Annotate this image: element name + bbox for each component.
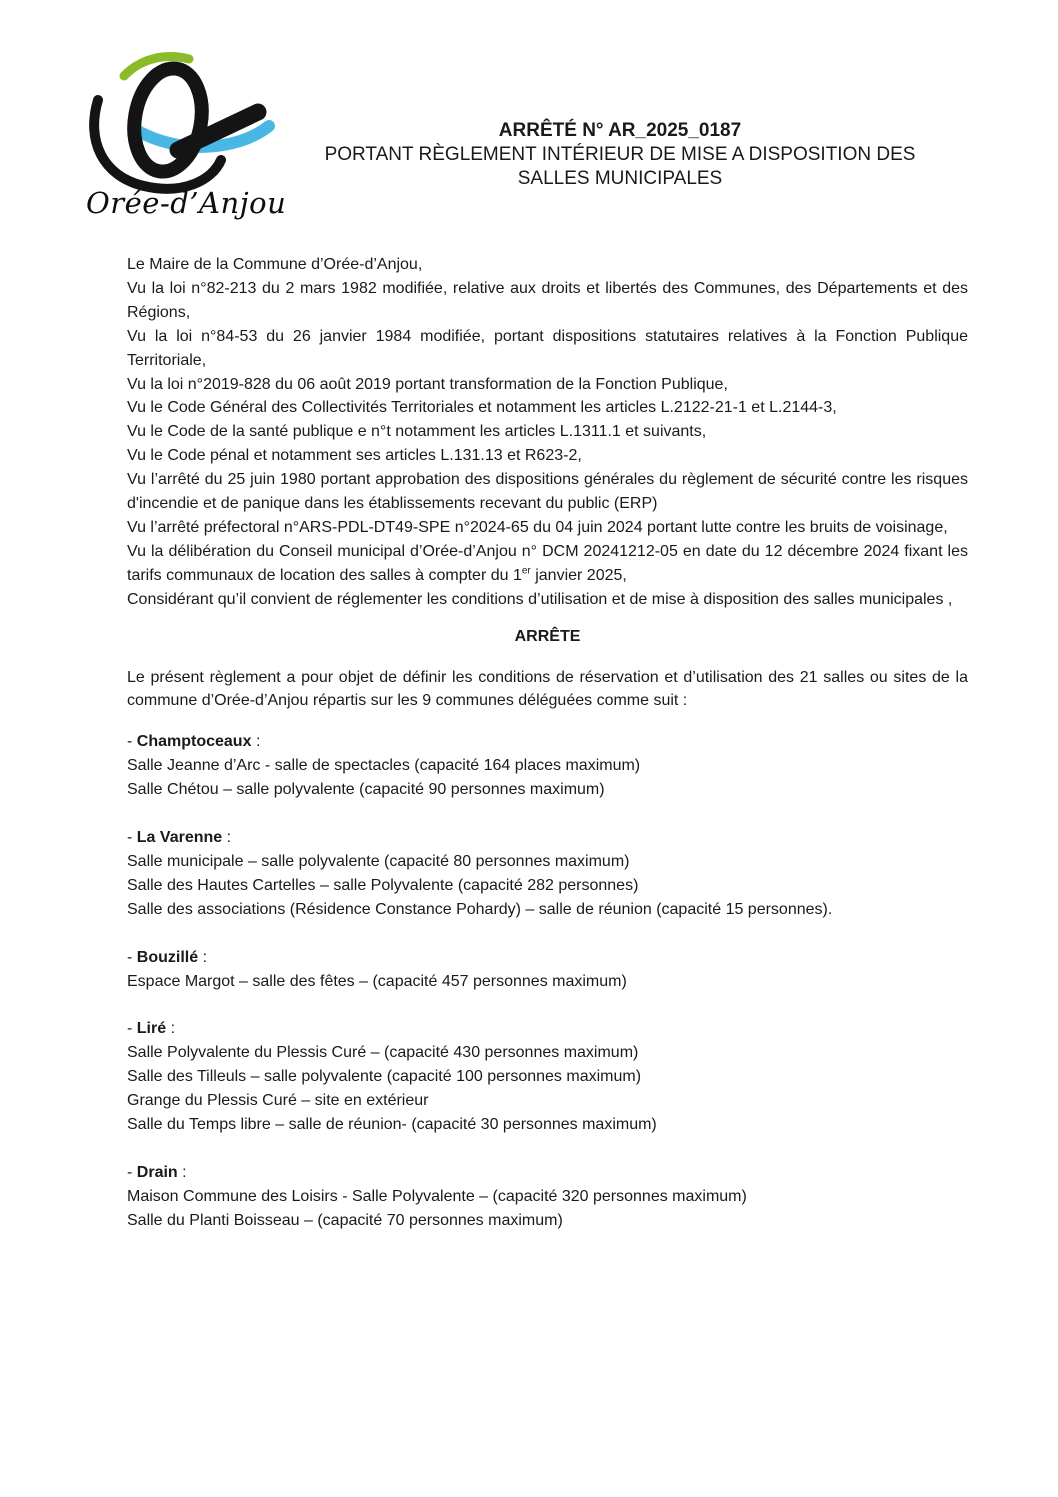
recital-arrete-1980: Vu l’arrêté du 25 juin 1980 portant approbation des dispositions générales du règlement de sécurité contre les risques d'incendie et de panique dans les établissements recevant du public (ERP) (127, 471, 968, 513)
salle-item: Espace Margot – salle des fêtes – (capacité 457 personnes maximum) (127, 972, 627, 990)
section-heading-bouzille: - Bouzillé : (127, 948, 208, 966)
list-dash: - (127, 1020, 133, 1038)
intro-paragraph: Le présent règlement a pour objet de définir les conditions de réservation et d’utilisation des 21 salles ou sites de la commune d’Orée-d’Anjou répartis sur les 9 communes déléguées comme suit : (127, 668, 968, 710)
oree-danjou-logo-mark (86, 48, 281, 198)
list-colon: : (226, 829, 232, 847)
section-heading-lire: - Liré : (127, 1020, 176, 1038)
list-dash: - (127, 829, 133, 847)
salutation: Le Maire de la Commune d’Orée-d’Anjou, (127, 256, 423, 273)
logo-wordmark: Orée-d’Anjou (86, 186, 287, 220)
deliberation-text-after: janvier 2025, (530, 566, 627, 584)
salle-item: Salle des Hautes Cartelles – salle Polyvalente (capacité 282 personnes) (127, 876, 639, 894)
oree-danjou-logo (86, 48, 286, 236)
recital-considerant: Considérant qu’il convient de réglementer les conditions d’utilisation et de mise à disposition des salles municipales , (127, 590, 953, 608)
salle-item: Salle Chétou – salle polyvalente (capacité 90 personnes maximum) (127, 781, 605, 799)
title-subject-line2: SALLES MUNICIPALES (517, 168, 723, 189)
salle-item: Salle municipale – salle polyvalente (capacité 80 personnes maximum) (127, 852, 630, 870)
recital-loi-84-53: Vu la loi n°84-53 du 26 janvier 1984 modifiée, portant dispositions statutaires relatives à la Fonction Publique Territoriale, (127, 327, 968, 369)
document-title (300, 119, 940, 191)
recital-cgct: Vu le Code Général des Collectivités Territoriales et notamment les articles L.2122-21-1 et L.2144-3, (127, 399, 837, 417)
recital-arrete-prefectoral: Vu l’arrêté préfectoral n°ARS-PDL-DT49-SPE n°2024-65 du 04 juin 2024 portant lutte contre les bruits de voisinage, (127, 518, 948, 536)
ordinal-superscript: er (521, 565, 531, 577)
section-heading-drain: - Drain : (127, 1164, 187, 1181)
salle-item: Salle des associations (Résidence Constance Pohardy) – salle de réunion (capacité 15 personnes). (127, 900, 833, 918)
section-heading-champtoceaux: - Champtoceaux : (127, 733, 261, 751)
list-dash: - (127, 1164, 133, 1181)
section-heading-la-varenne: - La Varenne : (127, 829, 232, 847)
list-colon: : (182, 1164, 187, 1181)
recital-code-sante: Vu le Code de la santé publique e n°t notamment les articles L.1311.1 et suivants, (127, 423, 707, 441)
salle-item: Salle Jeanne d’Arc - salle de spectacles (capacité 164 places maximum) (127, 757, 641, 775)
recital-loi-82-213: Vu la loi n°82-213 du 2 mars 1982 modifiée, relative aux droits et libertés des Communes, des Départements et des Régions, (127, 279, 968, 321)
salle-item: Maison Commune des Loisirs - Salle Polyvalente – (capacité 320 personnes maximum) (127, 1187, 747, 1205)
recital-code-penal: Vu le Code pénal et notamment ses articles L.131.13 et R623-2, (127, 447, 582, 465)
salle-item: Grange du Plessis Curé – site en extérieur (127, 1092, 429, 1110)
logo-loop (126, 63, 209, 177)
list-dash: - (127, 733, 133, 751)
recital-deliberation (127, 540, 968, 588)
recital-loi-2019-828: Vu la loi n°2019-828 du 06 août 2019 portant transformation de la Fonction Publique, (127, 375, 728, 393)
title-subject-line1: PORTANT RÈGLEMENT INTÉRIEUR DE MISE A DISPOSITION DES (324, 144, 916, 165)
deliberation-text-before: Vu la délibération du Conseil municipal d’Orée-d’Anjou n° DCM 20241212-05 en date du 12 décembre 2024 fixant les tarifs communaux de location des salles à compter du 1 (127, 542, 968, 584)
salle-item: Salle du Planti Boisseau – (capacité 70 personnes maximum) (127, 1211, 563, 1229)
decree-heading: ARRÊTE (514, 627, 581, 645)
list-colon: : (170, 1020, 176, 1038)
list-colon: : (255, 733, 261, 751)
list-dash: - (127, 948, 133, 966)
salle-item: Salle du Temps libre – salle de réunion- (capacité 30 personnes maximum) (127, 1116, 657, 1134)
salle-item: Salle des Tilleuls – salle polyvalente (capacité 100 personnes maximum) (127, 1068, 642, 1086)
list-colon: : (202, 948, 208, 966)
salle-item: Salle Polyvalente du Plessis Curé – (capacité 430 personnes maximum) (127, 1044, 639, 1062)
document-body (127, 253, 968, 1233)
title-number: ARRÊTÉ N° AR_2025_0187 (498, 120, 742, 141)
